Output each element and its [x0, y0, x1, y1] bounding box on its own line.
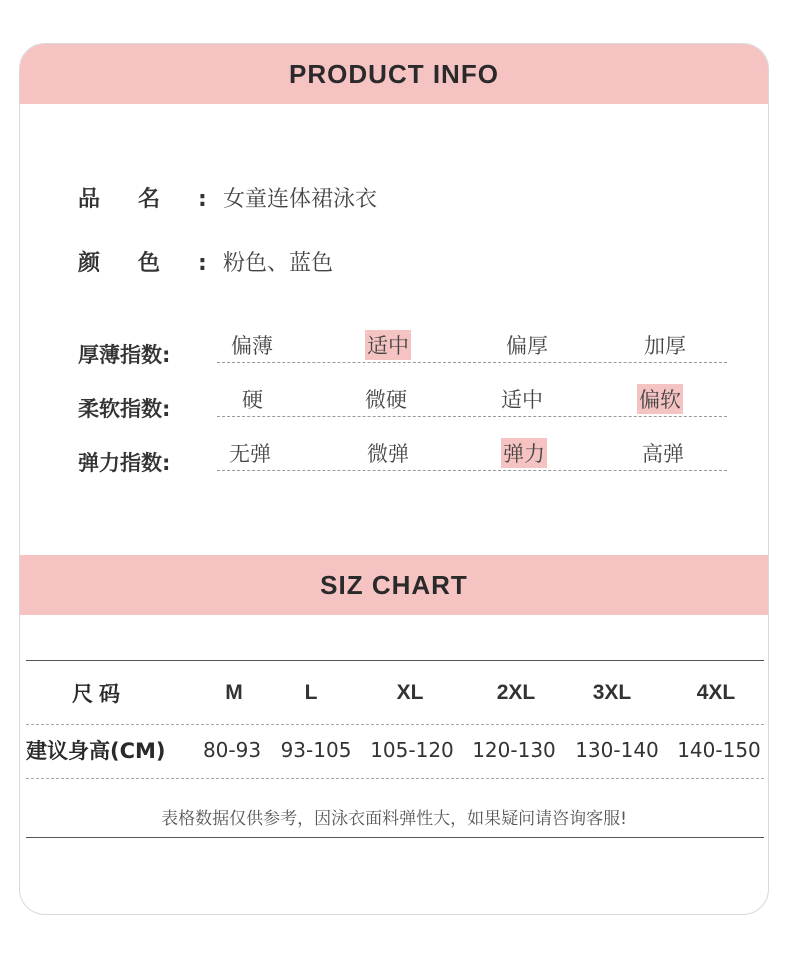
softness-option-2: 微硬 — [365, 388, 407, 412]
table-note-rule — [26, 778, 764, 779]
softness-scale — [217, 382, 727, 417]
name-label: 品名: — [78, 187, 245, 212]
elasticity-label: 弹力指数: — [78, 451, 171, 475]
elasticity-option-4: 高弹 — [642, 442, 684, 466]
size-note: 表格数据仅供参考，因泳衣面料弹性大，如果疑问请咨询客服! — [161, 809, 627, 829]
product-info-header — [20, 44, 768, 104]
elasticity-option-2: 微弹 — [367, 442, 409, 466]
name-value: 女童连体裙泳衣 — [223, 187, 378, 212]
height-4xl: 140-150 — [677, 738, 761, 762]
thickness-option-4: 加厚 — [644, 334, 686, 358]
height-2xl: 120-130 — [472, 738, 556, 762]
size-l: L — [304, 681, 318, 704]
thickness-scale — [217, 328, 727, 363]
elasticity-option-3-selected: 弹力 — [501, 438, 547, 468]
size-chart-title: SIZ CHART — [320, 569, 468, 600]
color-value: 粉色、蓝色 — [223, 251, 334, 276]
height-3xl: 130-140 — [575, 738, 659, 762]
softness-option-1: 硬 — [242, 388, 263, 412]
table-bottom-rule — [26, 837, 764, 838]
size-m: M — [225, 681, 243, 704]
product-info-title: PRODUCT INFO — [289, 58, 499, 89]
height-m: 80-93 — [202, 738, 262, 762]
product-card — [19, 43, 769, 915]
elasticity-option-1: 无弹 — [229, 442, 271, 466]
thickness-label: 厚薄指数: — [78, 343, 171, 367]
table-row-rule — [26, 724, 764, 725]
height-xl: 105-120 — [370, 738, 454, 762]
size-header-label: 尺码 — [72, 682, 126, 706]
softness-option-3: 适中 — [501, 388, 543, 412]
height-l: 93-105 — [280, 738, 352, 762]
size-chart-header — [20, 555, 768, 615]
softness-label: 柔软指数: — [78, 397, 171, 421]
size-4xl: 4XL — [696, 681, 736, 704]
softness-option-4-selected: 偏软 — [637, 384, 683, 414]
color-label: 颜色: — [78, 251, 245, 276]
size-xl: XL — [396, 681, 424, 704]
height-row-label: 建议身高(CM) — [26, 739, 166, 763]
thickness-option-3: 偏厚 — [506, 334, 548, 358]
size-3xl: 3XL — [592, 681, 632, 704]
thickness-option-2-selected: 适中 — [365, 330, 411, 360]
elasticity-scale — [217, 436, 727, 471]
thickness-option-1: 偏薄 — [231, 334, 273, 358]
size-2xl: 2XL — [496, 681, 536, 704]
table-top-rule — [26, 660, 764, 661]
